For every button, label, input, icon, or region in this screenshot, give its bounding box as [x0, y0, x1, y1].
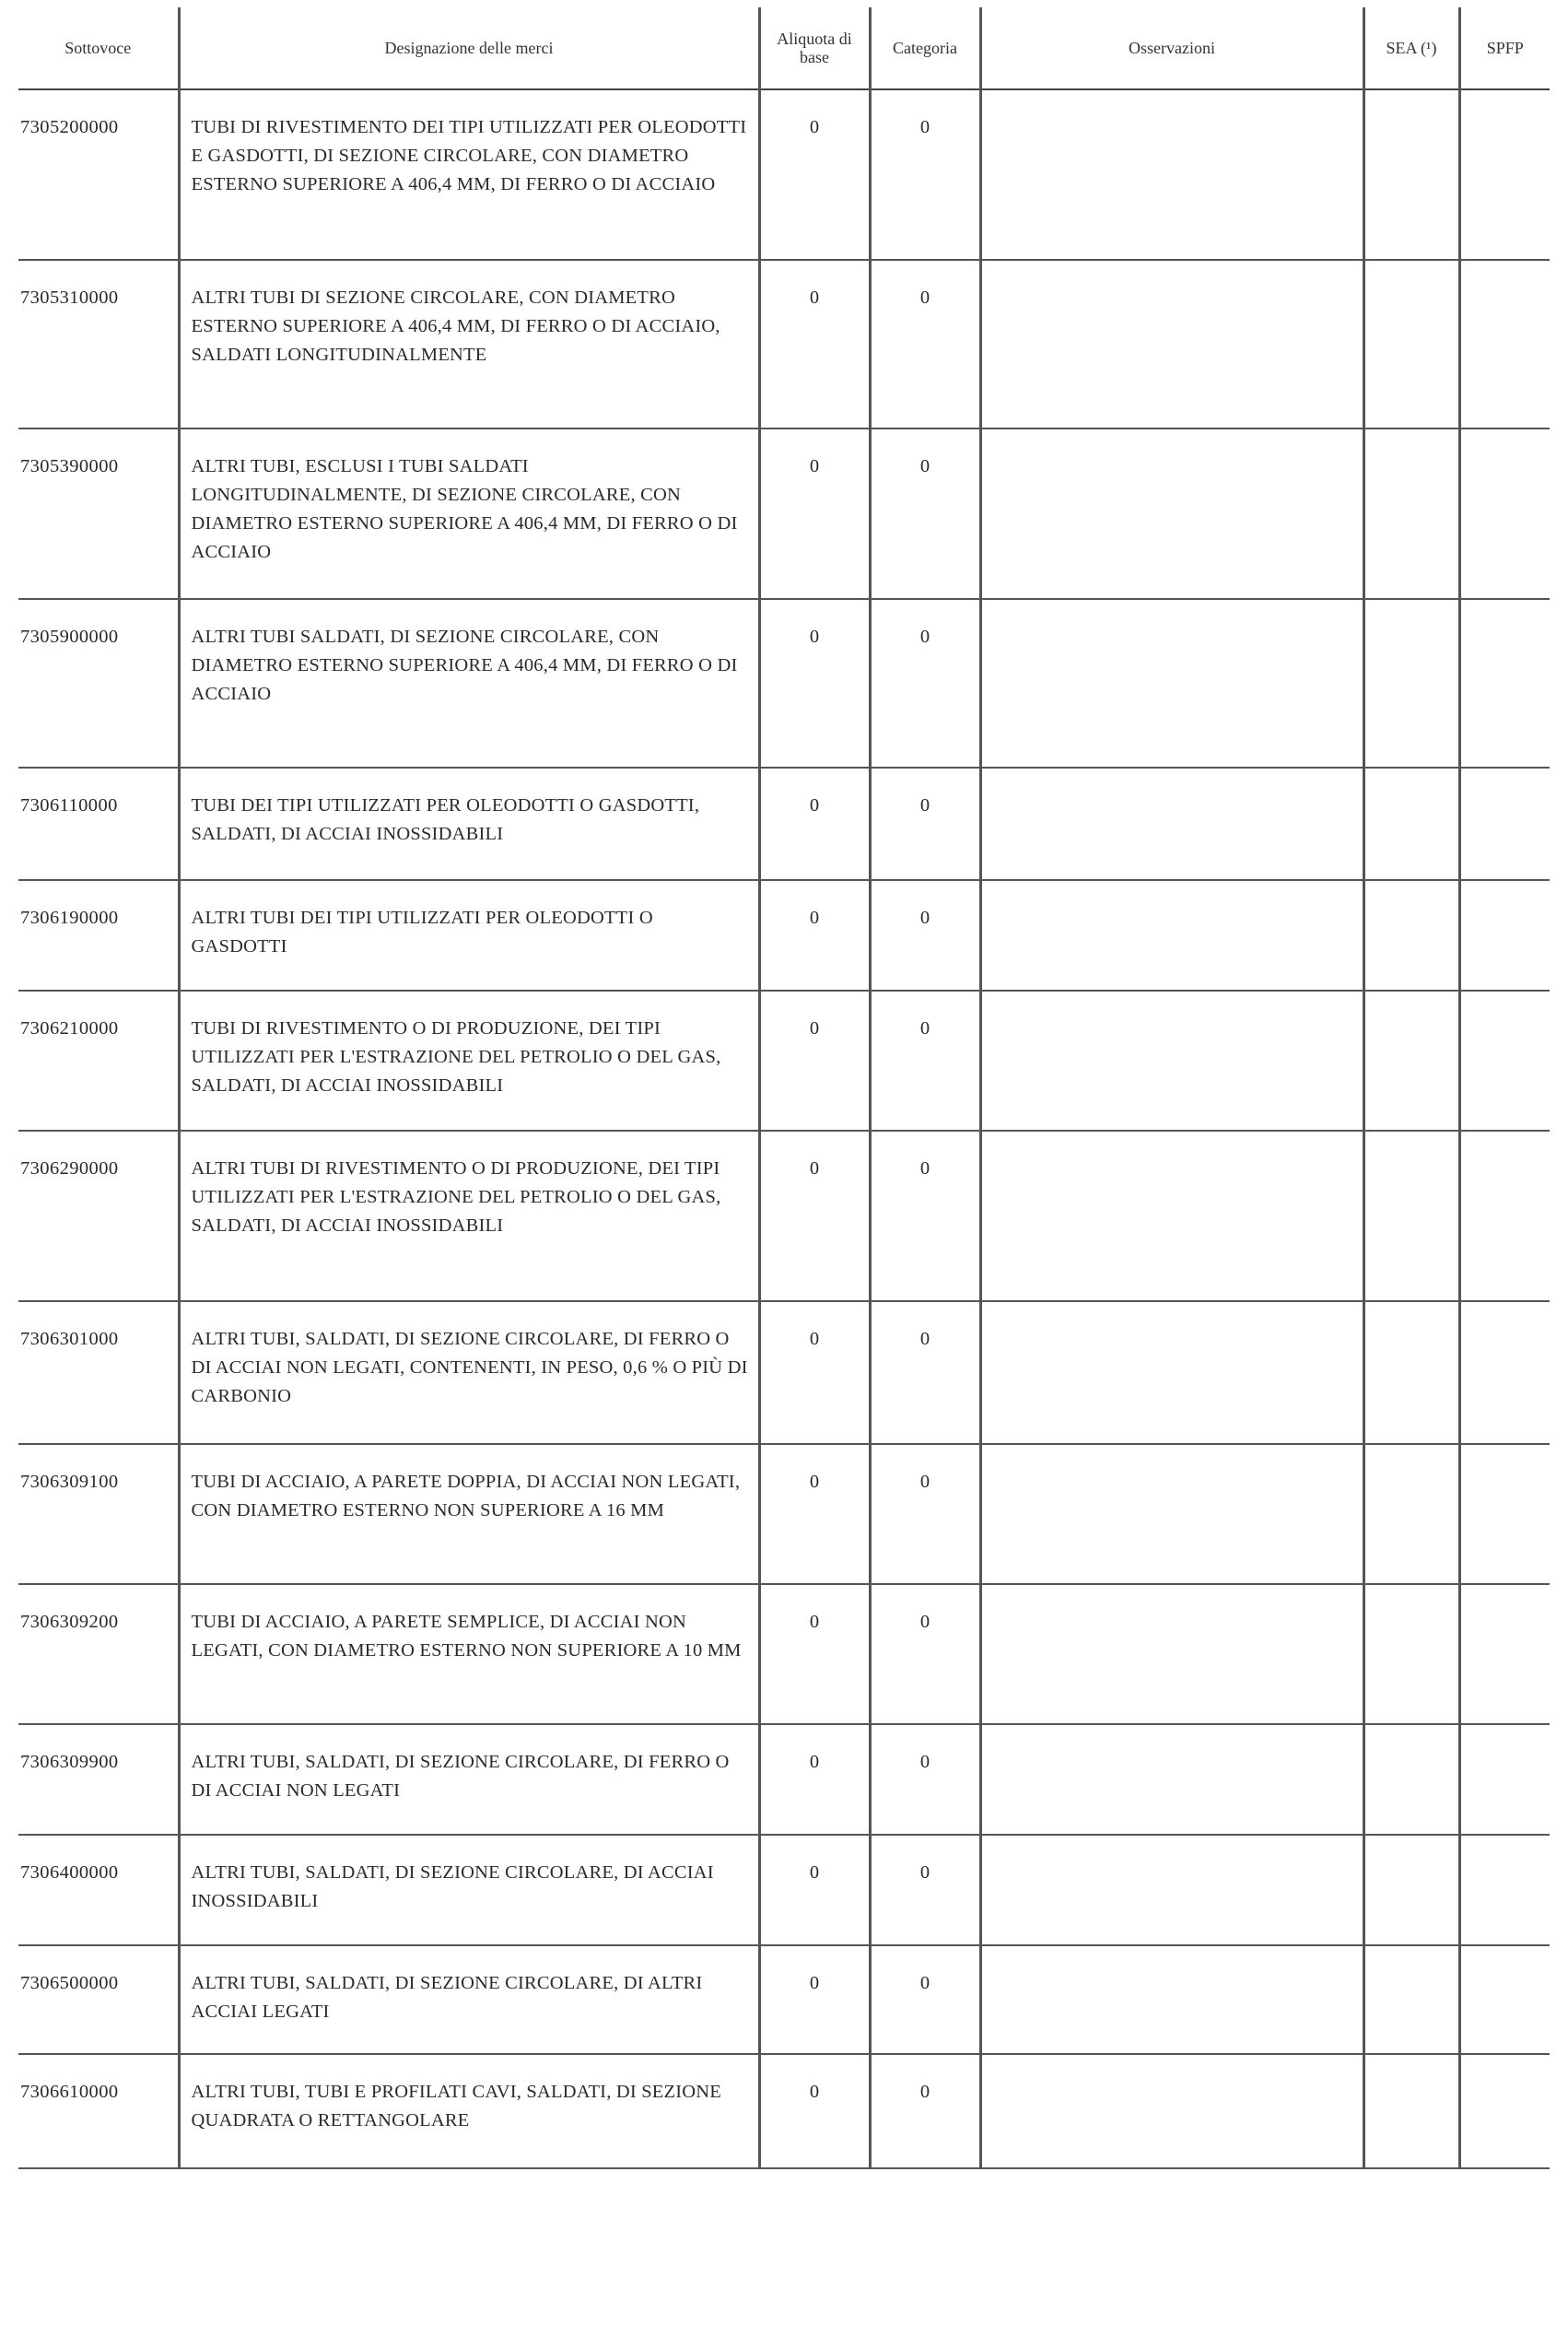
- cell-osservazioni: [980, 768, 1363, 880]
- table-body: [18, 89, 1550, 2168]
- cell-sottovoce: 7306500000: [20, 1973, 119, 1993]
- cell-osservazioni: [980, 1945, 1363, 2054]
- cell-designazione: ALTRI TUBI, TUBI E PROFILATI CAVI, SALDATI, DI SEZIONE QUADRATA O RETTANGOLARE: [179, 2054, 759, 2168]
- cell-osservazioni: [980, 599, 1363, 768]
- cell-sottovoce: 7305900000: [20, 627, 119, 647]
- cell-osservazioni: [980, 1301, 1363, 1444]
- header-sea: SEA (¹): [1363, 7, 1459, 89]
- cell-designazione: ALTRI TUBI, SALDATI, DI SEZIONE CIRCOLARE, DI FERRO O DI ACCIAI NON LEGATI: [179, 1724, 759, 1835]
- cell-aliquota: 0: [759, 260, 870, 429]
- table-row: [18, 991, 1550, 1131]
- cell-designazione: ALTRI TUBI, SALDATI, DI SEZIONE CIRCOLARE, DI ACCIAI INOSSIDABILI: [179, 1835, 759, 1945]
- cell-aliquota: 0: [759, 1724, 870, 1835]
- cell-aliquota: 0: [759, 880, 870, 991]
- cell-sottovoce: 7305310000: [20, 288, 119, 308]
- cell-designazione: ALTRI TUBI, SALDATI, DI SEZIONE CIRCOLARE, DI FERRO O DI ACCIAI NON LEGATI, CONTENENTI, IN PESO, 0,6 % O PIÙ DI CARBONIO: [179, 1301, 759, 1444]
- cell-sea: [1363, 1301, 1459, 1444]
- cell-categoria: 0: [870, 768, 980, 880]
- cell-sea: [1363, 1835, 1459, 1945]
- cell-categoria: 0: [870, 1724, 980, 1835]
- cell-spfp: [1459, 991, 1550, 1131]
- cell-categoria: 0: [870, 2054, 980, 2168]
- cell-categoria: 0: [870, 1444, 980, 1584]
- cell-designazione: TUBI DEI TIPI UTILIZZATI PER OLEODOTTI O GASDOTTI, SALDATI, DI ACCIAI INOSSIDABILI: [179, 768, 759, 880]
- cell-sottovoce: 7305200000: [20, 117, 119, 137]
- cell-sottovoce: 7306301000: [20, 1329, 119, 1349]
- table-row: [18, 768, 1550, 880]
- table-row: [18, 1131, 1550, 1301]
- table-row: [18, 2054, 1550, 2168]
- cell-sottovoce: 7306400000: [20, 1862, 119, 1883]
- cell-sea: [1363, 599, 1459, 768]
- cell-categoria: 0: [870, 89, 980, 260]
- cell-aliquota: 0: [759, 599, 870, 768]
- cell-osservazioni: [980, 89, 1363, 260]
- cell-aliquota: 0: [759, 991, 870, 1131]
- cell-sottovoce: 7306110000: [20, 795, 118, 816]
- cell-categoria: 0: [870, 880, 980, 991]
- cell-designazione: TUBI DI ACCIAIO, A PARETE SEMPLICE, DI ACCIAI NON LEGATI, CON DIAMETRO ESTERNO NON SUPERIORE A 10 MM: [179, 1584, 759, 1724]
- table-row: [18, 1584, 1550, 1724]
- cell-aliquota: 0: [759, 1584, 870, 1724]
- cell-sottovoce: 7305390000: [20, 456, 119, 476]
- cell-sea: [1363, 1584, 1459, 1724]
- cell-spfp: [1459, 2054, 1550, 2168]
- cell-sottovoce: 7306610000: [20, 2082, 119, 2102]
- cell-designazione: ALTRI TUBI DI RIVESTIMENTO O DI PRODUZIONE, DEI TIPI UTILIZZATI PER L'ESTRAZIONE DEL PETROLIO O DEL GAS, SALDATI, DI ACCIAI INOSSIDABILI: [179, 1131, 759, 1301]
- cell-sea: [1363, 1724, 1459, 1835]
- cell-categoria: 0: [870, 1945, 980, 2054]
- table-header-row: [18, 7, 1550, 89]
- cell-categoria: 0: [870, 1301, 980, 1444]
- cell-categoria: 0: [870, 1835, 980, 1945]
- header-sottovoce: Sottovoce: [18, 7, 179, 89]
- header-osservazioni: Osservazioni: [980, 7, 1363, 89]
- cell-spfp: [1459, 89, 1550, 260]
- cell-spfp: [1459, 1444, 1550, 1584]
- cell-aliquota: 0: [759, 89, 870, 260]
- cell-sottovoce: 7306290000: [20, 1158, 119, 1179]
- cell-spfp: [1459, 429, 1550, 599]
- cell-aliquota: 0: [759, 768, 870, 880]
- table-row: [18, 429, 1550, 599]
- cell-osservazioni: [980, 991, 1363, 1131]
- cell-aliquota: 0: [759, 1835, 870, 1945]
- cell-spfp: [1459, 599, 1550, 768]
- cell-osservazioni: [980, 1444, 1363, 1584]
- cell-aliquota: 0: [759, 1301, 870, 1444]
- cell-aliquota: 0: [759, 1945, 870, 2054]
- cell-osservazioni: [980, 880, 1363, 991]
- cell-osservazioni: [980, 1835, 1363, 1945]
- cell-designazione: TUBI DI RIVESTIMENTO O DI PRODUZIONE, DEI TIPI UTILIZZATI PER L'ESTRAZIONE DEL PETROLIO O DEL GAS, SALDATI, DI ACCIAI INOSSIDABILI: [179, 991, 759, 1131]
- cell-spfp: [1459, 1584, 1550, 1724]
- cell-aliquota: 0: [759, 429, 870, 599]
- cell-sottovoce: 7306210000: [20, 1018, 119, 1039]
- table-row: [18, 599, 1550, 768]
- cell-spfp: [1459, 1835, 1550, 1945]
- header-spfp: SPFP: [1459, 7, 1550, 89]
- cell-sottovoce: 7306309200: [20, 1612, 119, 1632]
- cell-categoria: 0: [870, 1131, 980, 1301]
- table-row: [18, 1945, 1550, 2054]
- cell-designazione: ALTRI TUBI, SALDATI, DI SEZIONE CIRCOLARE, DI ALTRI ACCIAI LEGATI: [179, 1945, 759, 2054]
- cell-sottovoce: 7306190000: [20, 908, 119, 928]
- cell-sea: [1363, 260, 1459, 429]
- cell-sea: [1363, 1945, 1459, 2054]
- cell-spfp: [1459, 1301, 1550, 1444]
- cell-spfp: [1459, 1131, 1550, 1301]
- cell-spfp: [1459, 880, 1550, 991]
- table-row: [18, 1724, 1550, 1835]
- cell-designazione: ALTRI TUBI DEI TIPI UTILIZZATI PER OLEODOTTI O GASDOTTI: [179, 880, 759, 991]
- cell-spfp: [1459, 1945, 1550, 2054]
- cell-categoria: 0: [870, 429, 980, 599]
- table-row: [18, 1835, 1550, 1945]
- header-designazione: Designazione delle merci: [179, 7, 759, 89]
- cell-designazione: ALTRI TUBI SALDATI, DI SEZIONE CIRCOLARE, CON DIAMETRO ESTERNO SUPERIORE A 406,4 MM, DI FERRO O DI ACCIAIO: [179, 599, 759, 768]
- tariff-table: [18, 7, 1550, 2169]
- cell-categoria: 0: [870, 1584, 980, 1724]
- cell-sea: [1363, 1131, 1459, 1301]
- cell-sea: [1363, 2054, 1459, 2168]
- cell-osservazioni: [980, 1131, 1363, 1301]
- cell-designazione: TUBI DI RIVESTIMENTO DEI TIPI UTILIZZATI PER OLEODOTTI E GASDOTTI, DI SEZIONE CIRCOLARE, CON DIAMETRO ESTERNO SUPERIORE A 406,4 MM, DI FERRO O DI ACCIAIO: [179, 89, 759, 260]
- table-row: [18, 1301, 1550, 1444]
- table-row: [18, 89, 1550, 260]
- cell-osservazioni: [980, 1724, 1363, 1835]
- cell-sea: [1363, 768, 1459, 880]
- header-aliquota-line1: Aliquota di: [777, 29, 852, 48]
- cell-sea: [1363, 429, 1459, 599]
- cell-osservazioni: [980, 260, 1363, 429]
- cell-sea: [1363, 880, 1459, 991]
- cell-spfp: [1459, 260, 1550, 429]
- cell-osservazioni: [980, 1584, 1363, 1724]
- cell-spfp: [1459, 1724, 1550, 1835]
- cell-categoria: 0: [870, 599, 980, 768]
- cell-aliquota: 0: [759, 1444, 870, 1584]
- cell-categoria: 0: [870, 260, 980, 429]
- cell-sottovoce: 7306309100: [20, 1472, 119, 1492]
- cell-sea: [1363, 991, 1459, 1131]
- header-aliquota-line2: base: [800, 48, 829, 66]
- table-row: [18, 1444, 1550, 1584]
- cell-aliquota: 0: [759, 2054, 870, 2168]
- cell-sea: [1363, 1444, 1459, 1584]
- cell-sea: [1363, 89, 1459, 260]
- header-categoria: Categoria: [870, 7, 980, 89]
- cell-categoria: 0: [870, 991, 980, 1131]
- header-aliquota: [759, 7, 870, 89]
- cell-spfp: [1459, 768, 1550, 880]
- table-row: [18, 880, 1550, 991]
- cell-designazione: ALTRI TUBI, ESCLUSI I TUBI SALDATI LONGITUDINALMENTE, DI SEZIONE CIRCOLARE, CON DIAMETRO ESTERNO SUPERIORE A 406,4 MM, DI FERRO O DI ACCIAIO: [179, 429, 759, 599]
- table-row: [18, 260, 1550, 429]
- cell-designazione: ALTRI TUBI DI SEZIONE CIRCOLARE, CON DIAMETRO ESTERNO SUPERIORE A 406,4 MM, DI FERRO O DI ACCIAIO, SALDATI LONGITUDINALMENTE: [179, 260, 759, 429]
- cell-osservazioni: [980, 2054, 1363, 2168]
- cell-sottovoce: 7306309900: [20, 1752, 119, 1772]
- cell-aliquota: 0: [759, 1131, 870, 1301]
- cell-osservazioni: [980, 429, 1363, 599]
- cell-designazione: TUBI DI ACCIAIO, A PARETE DOPPIA, DI ACCIAI NON LEGATI, CON DIAMETRO ESTERNO NON SUPERIORE A 16 MM: [179, 1444, 759, 1584]
